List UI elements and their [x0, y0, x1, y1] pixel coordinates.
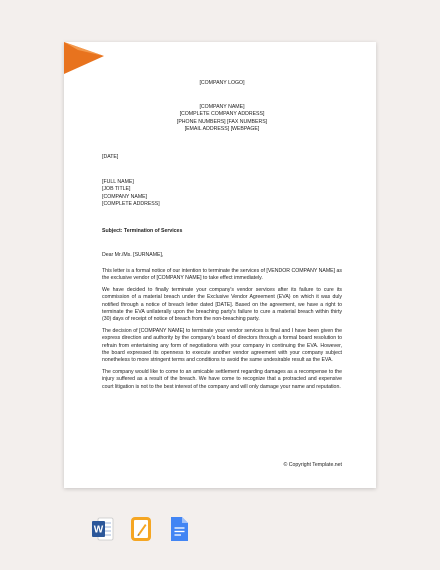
letter-subject: Subject: Termination of Services [102, 228, 183, 234]
app-icons [92, 514, 190, 544]
copyright-notice: © Copyright Template.net [283, 462, 342, 468]
recipient-line: [JOB TITLE] [102, 186, 131, 193]
header-line: [PHONE NUMBERS] [FAX NUMBERS] [176, 118, 268, 125]
header-line: [EMAIL ADDRESS] [WEBPAGE] [184, 125, 260, 132]
recipient-line: [COMPLETE ADDRESS] [102, 200, 160, 207]
company-logo: [COMPANY LOGO] [199, 80, 245, 86]
body-paragraph: The company would like to come to an amicable settlement regarding damages as a recompense to the injury suffered as a result of the breach. We have come to recognize that a protracted and expensive court litigation is not to the best interest of the company and will only damage your name and reputation. [102, 369, 342, 390]
letter-date: [DATE] [102, 154, 119, 160]
company-header [102, 104, 342, 133]
corner-ribbon-icon [64, 42, 104, 74]
body-paragraph: The decision of [COMPANY NAME] to terminate your vendor services is final and I have been given the express direction and authority by the company's board of directors through a formal board resolution to refrain from entertaining any form of negotiations with your company in continuing the EVA. However, the board expressed its openness to execute another vendor agreement with your company subject nonetheless to more stringent terms and conditions to avoid the same undesirable result as the EVA. [102, 328, 342, 364]
recipient-block [102, 179, 342, 208]
body-paragraph: This letter is a formal notice of our intention to terminate the services of [VENDOR COMPANY NAME] as the exclusive vendor of [COMPANY NAME] to take effect immediately. [102, 268, 342, 282]
letter-body [102, 268, 342, 395]
word-letter: W [93, 524, 104, 536]
body-paragraph: We have decided to finally terminate your company's vendor services after its failure to cure its commission of a material breach under the Exclusive Vendor Agreement (EVA) on which it was duly notified through a notice of breach letter dated [DATE]. Based on the agreement, we have a right to terminate the EVA unilaterally upon the breaching party's failure to cure a material breach within thirty (30) days of receipt of notice of breach from the non-breaching party. [102, 287, 342, 323]
letter-salutation: Dear Mr./Ms. [SURNAME], [102, 252, 164, 258]
recipient-line: [COMPANY NAME] [102, 193, 148, 200]
apple-pages-icon[interactable] [130, 515, 152, 543]
header-line: [COMPLETE COMPANY ADDRESS] [179, 111, 265, 118]
microsoft-word-icon[interactable] [92, 515, 114, 543]
header-line: [COMPANY NAME] [199, 104, 245, 110]
document-page [64, 42, 376, 488]
recipient-line: [FULL NAME] [102, 179, 134, 185]
google-docs-icon[interactable] [168, 515, 190, 543]
